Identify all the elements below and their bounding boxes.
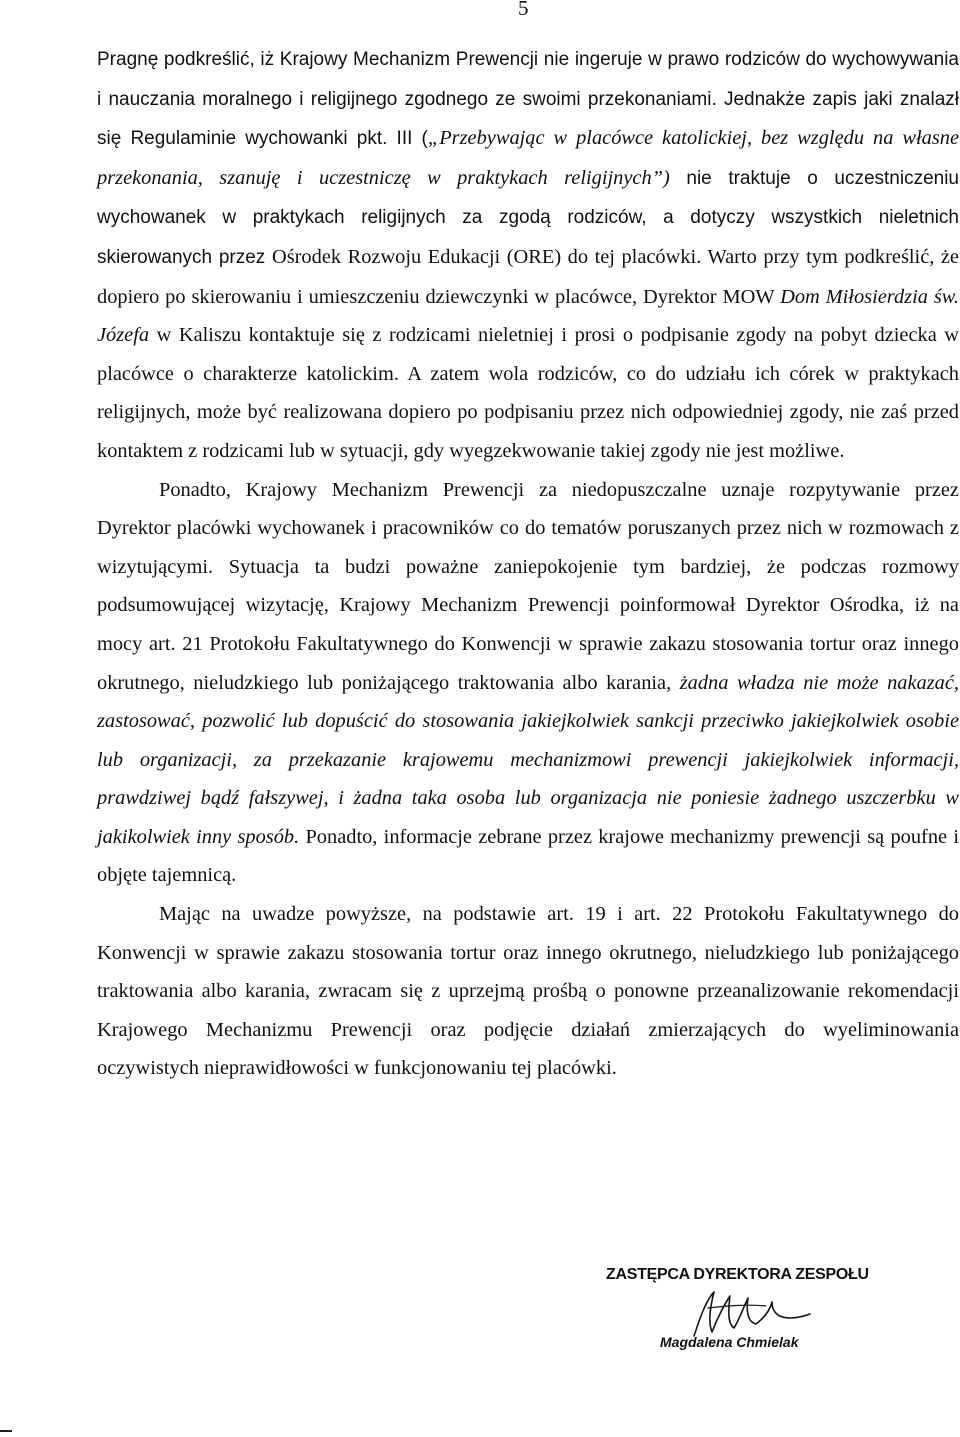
paragraph-1-text: Pragnę podkreślić, iż Krajowy Mechanizm Prewencji nie ingeruje w prawo rodziców do wychowywania i nauczania moralnego i religijnego zgodnego ze swoimi przekonaniami. [97,49,959,110]
signatory-title: ZASTĘPCA DYREKTORA ZESPOŁU [606,1266,869,1283]
paragraph-1-text: Ośrodek Rozwoju Edukacji (ORE) do tej placówki. Warto przy tym podkreślić, że dopiero po skierowaniu i umieszczeniu dziewczynki w placówce, Dyrektor MOW [97,245,959,308]
paragraph-3 [97,895,959,1088]
scan-mark [0,1430,12,1432]
paragraph-1-text: Jednakże zapis jaki znalazł się Regulaminie wychowanki pkt. III ( [97,88,959,150]
handwritten-signature [686,1288,826,1340]
regulation-quote: „Przebywając w placówce katolickiej, bez względu na własne przekonania, szanuję i uczestniczę w praktykach religijnych”) [97,127,959,189]
signatory-name: Magdalena Chmielak [660,1334,799,1350]
institution-name: Dom Miłosierdzia św. Józefa [97,285,959,347]
paragraph-1-text: w Kaliszu kontaktuje się z rodzicami nieletniej i prosi o podpisanie zgody na pobyt dziecka w placówce o charakterze katolickim. A zatem wola rodziców, co do udziału ich córek w praktykach religijnych, może być realizowana dopiero po podpisaniu przez nich odpowiedniej zgody, nie zaś przed kontaktem z rodzicami lub w sytuacji, gdy wyegzekwowanie takiej zgody nie jest możliwe. [97,324,959,462]
paragraph-1 [97,40,959,471]
page-number: 5 [518,0,529,20]
letter-body [97,40,959,1088]
paragraph-2-text: Ponadto, informacje zebrane przez krajowe mechanizmy prewencji są poufne i objęte tajemnicą. [97,825,960,887]
paragraph-1-text: nie traktuje o uczestniczeniu wychowanek w praktykach religijnych za zgodą rodziców, a dotyczy wszystkich nieletnich skierowanych przez [97,167,959,268]
paragraph-2 [97,471,959,896]
protocol-quote: żadna władza nie może nakazać, zastosować, pozwolić lub dopuścić do stosowania jakiejkolwiek sankcji przeciwko jakiejkolwiek osobie lub organizacji, za przekazanie krajowemu mechanizmowi prewencji jakiejkolwiek informacji, prawdziwej bądź fałszywej, i żadna taka osoba lub organizacja nie poniesie żadnego uszczerbku w jakikolwiek inny sposób. [97,671,959,848]
paragraph-2-text: Ponadto, Krajowy Mechanizm Prewencji za niedopuszczalne uznaje rozpytywanie przez Dyrektor placówki wychowanek i pracowników co do tematów poruszanych przez nich w rozmowach z wizytującymi. Sytuacja ta budzi poważne zaniepokojenie tym bardziej, że podczas rozmowy podsumowującej wizytację, Krajowy Mechanizm Prewencji poinformował Dyrektor Ośrodka, iż na mocy art. 21 Protokołu Fakultatywnego do Konwencji w sprawie zakazu stosowania tortur oraz innego okrutnego, nieludzkiego lub poniżającego traktowania albo karania, [97,478,959,694]
signature-block [606,1266,926,1350]
paragraph-3-text: Mając na uwadze powyższe, na podstawie art. 19 i art. 22 Protokołu Fakultatywnego do Konwencji w sprawie zakazu stosowania tortur oraz innego okrutnego, nieludzkiego lub poniżającego traktowania albo karania, zwracam się z uprzejmą prośbą o ponowne przeanalizowanie rekomendacji Krajowego Mechanizmu Prewencji oraz podjęcie działań zmierzających do wyeliminowania oczywistych nieprawidłowości w funkcjonowaniu tej placówki. [97,903,959,1080]
